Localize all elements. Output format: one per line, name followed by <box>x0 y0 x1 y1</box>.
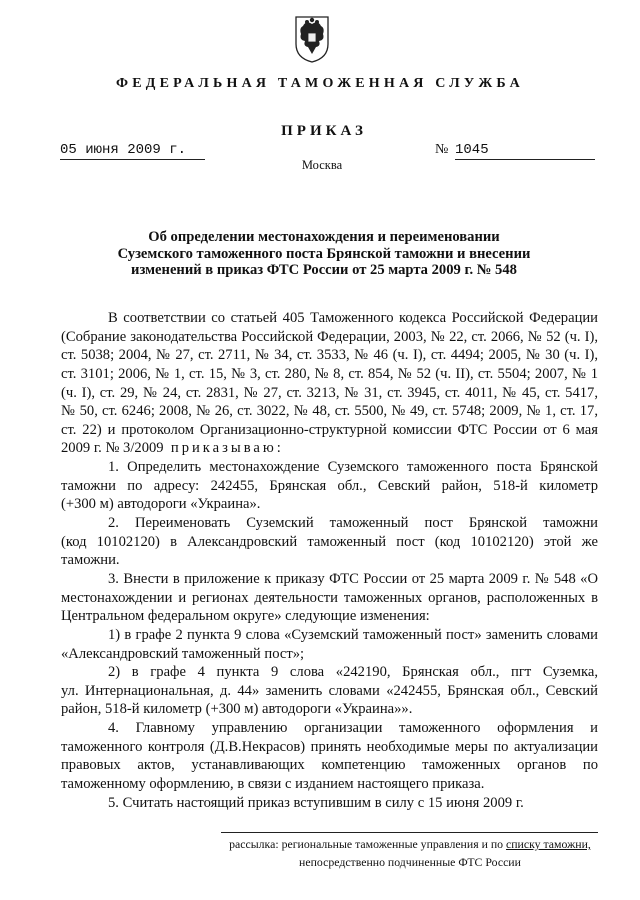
title-line: Об определении местонахождения и переименовании <box>148 229 500 245</box>
text-line: ст. 5038; 2004, № 27, ст. 2711, № 34, ст. 3533, № 46 (ч. I), ст. 4494; 2005, № 30 (ч. I), <box>61 347 598 364</box>
number-sign: № <box>435 142 449 157</box>
distribution-line-2: непосредственно подчиненные ФТС России <box>299 855 521 869</box>
item-4 <box>61 719 598 794</box>
text-line: 1) в графе 2 пункта 9 слова «Суземский таможенный пост» заменить словами <box>108 626 598 643</box>
text-line: таможни по адресу: 242455, Брянская обл., Севский район, 518-й километр <box>61 477 598 494</box>
item-2 <box>61 514 598 570</box>
text-line: правовых актов, устанавливающих компетенцию таможенных органов по <box>61 757 598 774</box>
text-line: № 50, ст. 6246; 2008, № 26, ст. 3022, № 48, ст. 5500, № 49, ст. 5748; 2009, № 1, ст. 17, <box>61 403 598 420</box>
text-line: местонахождении и регионах деятельности таможенных органов, расположенных в <box>61 589 598 606</box>
distribution-text: рассылка: региональные таможенные управления и по <box>229 837 506 851</box>
text-line: 5. Считать настоящий приказ вступившим в силу с 15 июня 2009 г. <box>108 794 524 811</box>
item-3-1 <box>61 626 598 663</box>
orders-word: приказываю: <box>170 440 284 457</box>
text-line: 3. Внести в приложение к приказу ФТС России от 25 марта 2009 г. № 548 «О <box>108 570 598 587</box>
item-3-2 <box>61 663 598 719</box>
text-line: таможни. <box>61 552 120 569</box>
text-line: 4. Главному управлению организации таможенного оформления и <box>108 720 598 737</box>
distribution-line-1 <box>210 835 610 853</box>
preamble-paragraph <box>61 309 598 458</box>
text-line: В соответствии со статьей 405 Таможенного кодекса Российской Федерации <box>108 310 598 326</box>
order-date: 05 июня 2009 г. <box>60 142 205 160</box>
order-number-field <box>435 142 598 159</box>
text-line: 1. Определить местонахождение Суземского таможенного поста Брянской <box>108 459 598 476</box>
title-line: изменений в приказ ФТС России от 25 марта 2009 г. № 548 <box>131 262 517 278</box>
text-line: ст. 22) и протоколом Организационно-структурной комиссии ФТС России от 6 мая <box>61 421 598 438</box>
text-line: «Александровский таможенный пост»; <box>61 645 305 662</box>
coat-of-arms-emblem <box>293 14 331 64</box>
text-line: таможенному оформлению, в связи с изданием настоящего приказа. <box>61 776 485 793</box>
item-1 <box>61 458 598 514</box>
item-5 <box>61 794 598 813</box>
text-line: (ч. I), ст. 29, № 24, ст. 2831, № 27, ст. 3213, № 31, ст. 3945, ст. 4011, № 45, ст. 5417, <box>61 384 598 401</box>
item-3 <box>61 570 598 626</box>
agency-name: ФЕДЕРАЛЬНАЯ ТАМОЖЕННАЯ СЛУЖБА <box>116 76 524 91</box>
text-line <box>61 439 598 458</box>
text-line: ул. Интернациональная, д. 44» заменить словами «242455, Брянская обл., Севский <box>61 682 598 699</box>
text-line: ст. 3101; 2006, № 1, ст. 15, № 3, ст. 280, № 8, ст. 854, № 52 (ч. II), ст. 5504; 2007, № 1 <box>61 365 598 382</box>
text-fragment: 2009 г. № 3/2009 <box>61 440 164 457</box>
text-line: (Собрание законодательства Российской Федерации, 2003, № 22, ст. 2066, № 52 (ч. I), <box>61 328 598 345</box>
footer-divider <box>221 832 598 833</box>
text-line: 2. Переименовать Суземский таможенный пост Брянской таможни <box>108 515 598 532</box>
text-line: Центральном федеральном округе» следующие изменения: <box>61 608 430 625</box>
text-line: таможенного контроля (Д.В.Некрасов) принять необходимые меры по актуализации <box>61 738 598 755</box>
order-number: 1045 <box>455 142 595 160</box>
city: Москва <box>301 158 343 172</box>
document-type: ПРИКАЗ <box>281 123 367 139</box>
document-title <box>0 229 640 279</box>
title-line: Суземского таможенного поста Брянской таможни и внесении <box>117 245 531 262</box>
text-line: 2) в графе 4 пункта 9 слова «242190, Брянская обл., пгт Суземка, <box>108 664 598 681</box>
distribution-note <box>210 835 610 871</box>
distribution-list-link: списку таможни, <box>506 837 591 851</box>
text-line: (+300 м) автодороги «Украина». <box>61 496 261 513</box>
document-body <box>61 309 598 812</box>
text-line: (код 10102120) в Александровский таможенный пост (код 10102120) этой же <box>61 533 598 550</box>
text-line: район, 518-й километр (+300 м) автодороги «Украина»». <box>61 701 413 718</box>
